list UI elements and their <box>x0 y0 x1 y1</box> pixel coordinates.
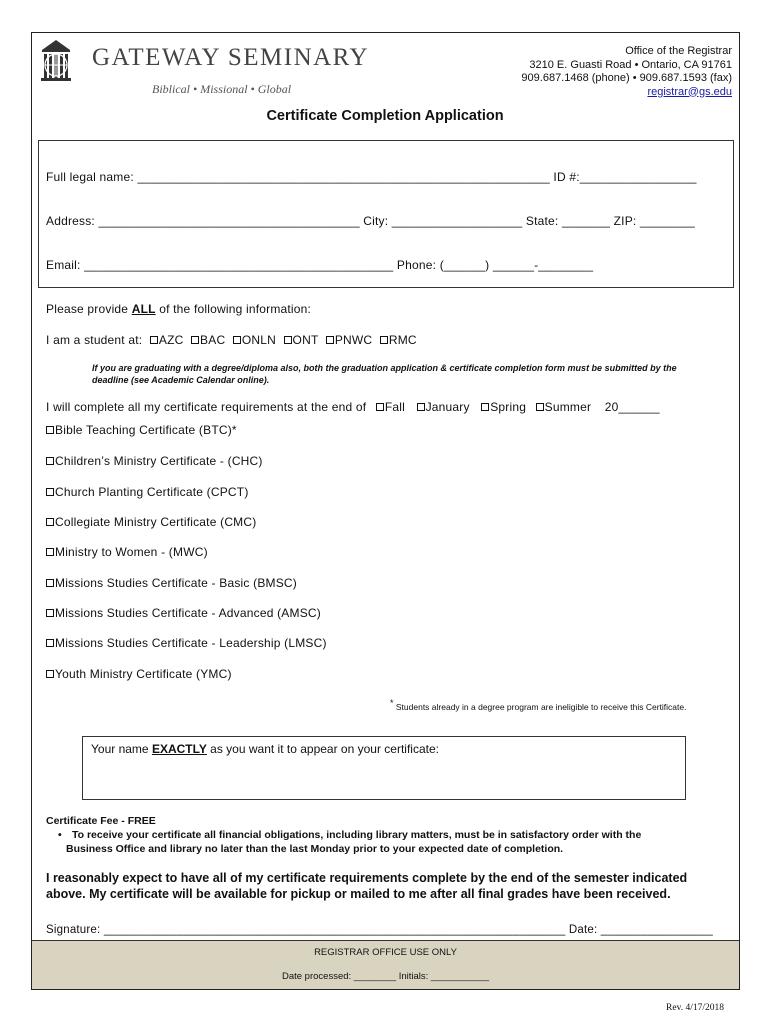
certificate-label: Children’s Ministry Certificate - (CHC) <box>55 454 263 468</box>
checkbox-icon[interactable] <box>376 403 384 411</box>
seminary-name: GATEWAY SEMINARY <box>92 44 370 71</box>
certificate-label: Missions Studies Certificate - Advanced (AMSC) <box>55 606 321 620</box>
bullet-icon: • <box>58 829 62 841</box>
campus-label: AZC <box>158 333 184 347</box>
registrar-contact <box>470 45 732 99</box>
certificate-option-bmsc[interactable] <box>46 576 297 590</box>
name-prefix: Your name <box>91 742 152 756</box>
term-summer[interactable] <box>536 400 592 414</box>
registrar-use-only-section <box>32 940 739 989</box>
form-title: Certificate Completion Application <box>266 108 504 124</box>
registrar-processing-fields: Date processed: ________ Initials: ___________ <box>281 971 490 982</box>
campus-row <box>46 333 417 347</box>
term-spring[interactable] <box>481 400 526 414</box>
certificate-option-lmsc[interactable] <box>46 636 327 650</box>
certificate-option-btc[interactable] <box>46 423 237 437</box>
campus-pnwc[interactable] <box>326 333 372 347</box>
name-suffix: as you want it to appear on your certificate: <box>206 742 439 756</box>
checkbox-icon[interactable] <box>481 403 489 411</box>
campus-rmc[interactable] <box>380 333 417 347</box>
provide-prefix: Please provide <box>46 302 132 316</box>
campus-label: RMC <box>388 333 417 347</box>
expectation-statement: I reasonably expect to have all of my certificate requirements complete by the end of the semester indicated above. My certificate will be available for pickup or mailed to me after all final grades have been received. <box>46 871 688 901</box>
certificate-label: Missions Studies Certificate - Basic (BMSC) <box>55 576 297 590</box>
year-field[interactable]: 20______ <box>604 400 660 414</box>
seminary-tagline: Biblical • Missional • Global <box>152 82 292 96</box>
term-fall[interactable] <box>376 400 405 414</box>
campus-bac[interactable] <box>191 333 225 347</box>
certificate-label: Youth Ministry Certificate (YMC) <box>55 667 232 681</box>
footnote-text: Students already in a degree program are ineligible to receive this Certificate. <box>393 701 687 712</box>
campus-label: PNWC <box>334 333 373 347</box>
certificate-option-ymc[interactable] <box>46 667 232 681</box>
certificate-label: Ministry to Women - (MWC) <box>55 545 208 559</box>
campus-label: BAC <box>200 333 226 347</box>
term-label: Spring <box>490 400 527 414</box>
checkbox-icon[interactable] <box>46 579 54 587</box>
checkbox-icon[interactable] <box>46 457 54 465</box>
office-name: Office of the Registrar <box>625 45 732 57</box>
registrar-section-title: REGISTRAR OFFICE USE ONLY <box>314 947 457 958</box>
checkbox-icon[interactable] <box>380 336 388 344</box>
certificate-option-mwc[interactable] <box>46 545 208 559</box>
checkbox-icon[interactable] <box>284 336 292 344</box>
address-field[interactable]: Address: ______________________________________ City: ___________________ State: _______ ZIP: ________ <box>46 214 695 228</box>
certificate-option-cmc[interactable] <box>46 515 256 529</box>
checkbox-icon[interactable] <box>46 639 54 647</box>
footnote-mark: * <box>390 698 394 708</box>
certificate-label: Bible Teaching Certificate (BTC)* <box>55 423 237 437</box>
campus-azc[interactable] <box>150 333 184 347</box>
checkbox-icon[interactable] <box>46 609 54 617</box>
checkbox-icon[interactable] <box>46 518 54 526</box>
signature-date-field[interactable]: Signature: ______________________________________________________________________ Date: _________________ <box>46 924 713 936</box>
campus-label: ONT <box>292 333 319 347</box>
fee-bullet <box>58 828 706 856</box>
checkbox-icon[interactable] <box>46 670 54 678</box>
checkbox-icon[interactable] <box>191 336 199 344</box>
certificate-option-cpct[interactable] <box>46 485 249 499</box>
checkbox-icon[interactable] <box>46 488 54 496</box>
office-email-link[interactable]: registrar@gs.edu <box>647 85 732 98</box>
full-name-field[interactable]: Full legal name: ____________________________________________________________ ID #:_________________ <box>46 170 697 184</box>
certificate-label: Church Planting Certificate (CPCT) <box>55 485 249 499</box>
provide-suffix: of the following information: <box>155 302 312 316</box>
checkbox-icon[interactable] <box>326 336 334 344</box>
completion-term-row <box>46 400 660 414</box>
certificate-name-label <box>91 742 439 756</box>
office-phone: 909.687.1468 (phone) • 909.687.1593 (fax) <box>521 72 732 84</box>
checkbox-icon[interactable] <box>46 548 54 556</box>
office-address: 3210 E. Guasti Road • Ontario, CA 91761 <box>529 58 732 71</box>
completion-text: I will complete all my certificate requirements at the end of <box>46 400 367 414</box>
term-january[interactable] <box>417 400 470 414</box>
fee-bullet-line-1: To receive your certificate all financial obligations, including library matters, must be in satisfactory order with the <box>72 829 642 841</box>
term-label: Fall <box>384 400 406 414</box>
email-phone-field[interactable]: Email: _____________________________________________ Phone: (______) ______-________ <box>46 258 594 272</box>
certificate-label: Missions Studies Certificate - Leadership (LMSC) <box>55 636 327 650</box>
certificate-option-chc[interactable] <box>46 454 263 468</box>
campus-label: ONLN <box>241 333 276 347</box>
btc-footnote <box>390 698 686 712</box>
certificate-name-box[interactable] <box>82 736 686 800</box>
campus-ont[interactable] <box>284 333 319 347</box>
checkbox-icon[interactable] <box>233 336 241 344</box>
name-emph: EXACTLY <box>151 742 207 756</box>
fee-title: Certificate Fee - FREE <box>46 815 156 827</box>
seminary-seal-icon <box>38 38 74 82</box>
checkbox-icon[interactable] <box>150 336 158 344</box>
fee-bullet-line-2: Business Office and library no later than the last Monday prior to your expected date of completion. <box>66 843 564 855</box>
term-label: Summer <box>544 400 592 414</box>
checkbox-icon[interactable] <box>417 403 425 411</box>
term-label: January <box>425 400 470 414</box>
campus-onln[interactable] <box>233 333 276 347</box>
graduating-note: If you are graduating with a degree/diploma also, both the graduation application & certificate completion form must be submitted by the deadline (see Academic Calendar online). <box>92 363 677 385</box>
checkbox-icon[interactable] <box>46 426 54 434</box>
provide-all-instruction <box>46 302 311 316</box>
provide-emph: ALL <box>131 302 156 316</box>
certificate-label: Collegiate Ministry Certificate (CMC) <box>55 515 257 529</box>
student-at-label: I am a student at: <box>46 333 143 347</box>
checkbox-icon[interactable] <box>536 403 544 411</box>
certificate-option-amsc[interactable] <box>46 606 321 620</box>
revision-date: Rev. 4/17/2018 <box>666 1003 724 1013</box>
